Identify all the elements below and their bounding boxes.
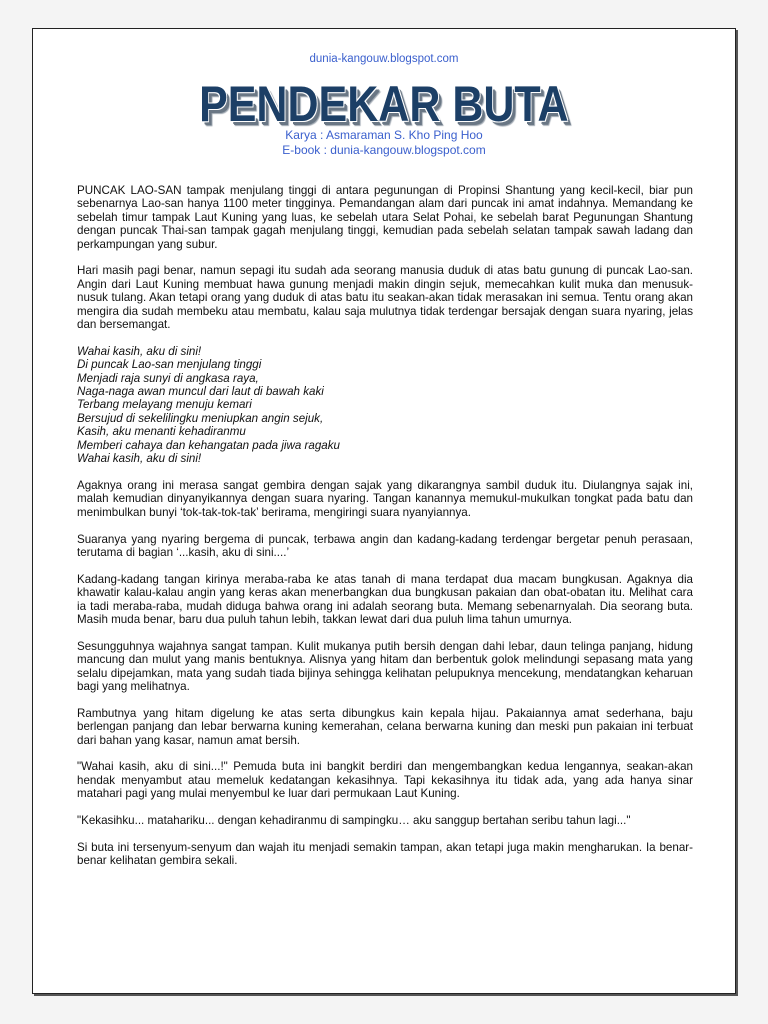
paragraph: Hari masih pagi benar, namun sepagi itu sudah ada seorang manusia duduk di atas batu gunung di puncak Lao-san. Angin dari Laut Kuning membuat hawa gunung menjadi makin dingin sejuk, memecahkan kulit muka dan menusuk-nusuk tulang. Akan tetapi orang yang duduk di atas batu itu seakan-akan tidak merasakan ini semua. Tentu orang akan mengira dia sudah membeku atau membatu, kalau saja mulutnya tidak terdengar bersajak dengan suara nyaring, jelas dan bersemangat. bbox=[77, 264, 693, 332]
document-page bbox=[32, 28, 736, 994]
paragraph: Rambutnya yang hitam digelung ke atas serta dibungkus kain kepala hijau. Pakaiannya amat sederhana, baju berlengan panjang dan lebar berwarna kuning kemerahan, celana berwarna kuning dan meski pun pakaian ini terbuat dari bahan yang kasar, namun amat bersih. bbox=[77, 706, 693, 747]
author-line: Karya : Asmaraman S. Kho Ping Hoo bbox=[285, 128, 483, 142]
poem-line: Wahai kasih, aku di sini! bbox=[77, 452, 202, 466]
book-title: PENDEKAR BUTA bbox=[199, 76, 569, 132]
poem-line: Naga-naga awan muncul dari laut di bawah kaki bbox=[77, 385, 324, 399]
paragraph: Suaranya yang nyaring bergema di puncak, terbawa angin dan kadang-kadang terdengar bergetar penuh perasaan, terutama di bagian ‘...kasih, aku di sini....’ bbox=[77, 532, 693, 559]
poem-block bbox=[77, 345, 693, 466]
paragraph: Kadang-kadang tangan kirinya meraba-raba ke atas tanah di mana terdapat dua macam bungkusan. Agaknya dia khawatir kalau-kalau angin yang keras akan menerbangkan dua bungkusan pakaian dan obat-obatan itu. Melihat cara ia tadi meraba-raba, mudah diduga bahwa orang ini adalah seorang buta. Memang sebenarnyalah. Dia seorang buta. Masih muda benar, baru dua puluh tahun lebih, takkan lewat dari dua puluh lima tahun umurnya. bbox=[77, 572, 693, 626]
paragraph: "Kekasihku... matahariku... dengan kehadiranmu di sampingku… aku sanggup bertahan seribu tahun lagi..." bbox=[77, 813, 631, 827]
poem-line: Di puncak Lao-san menjulang tinggi bbox=[77, 358, 262, 372]
poem-line: Terbang melayang menuju kemari bbox=[77, 398, 252, 412]
poem-line: Memberi cahaya dan kehangatan pada jiwa ragaku bbox=[77, 438, 340, 452]
poem-line: Wahai kasih, aku di sini! bbox=[77, 344, 202, 358]
poem-line: Menjadi raja sunyi di angkasa raya, bbox=[77, 371, 259, 385]
story-body bbox=[77, 184, 693, 881]
title-block bbox=[33, 76, 735, 132]
site-url-header: dunia-kangouw.blogspot.com bbox=[309, 53, 459, 65]
paragraph: "Wahai kasih, aku di sini...!" Pemuda buta ini bangkit berdiri dan mengembangkan kedua lengannya, seakan-akan hendak menyambut atau memeluk kedatangan kekasihnya. Tapi kekasihnya itu tidak ada, yang ada hanya sinar matahari pagi yang mulai menyembul ke luar dari permukaan Laut Kuning. bbox=[77, 760, 693, 801]
paragraph: Si buta ini tersenyum-senyum dan wajah itu menjadi semakin tampan, akan tetapi juga makin mengharukan. Ia benar-benar kelihatan gembira sekali. bbox=[77, 840, 693, 868]
paragraph: Agaknya orang ini merasa sangat gembira dengan sajak yang dikarangnya sambil duduk itu. Diulangnya sajak ini, malah kemudian dinyanyikannya dengan suara nyaring. Tangan kanannya memukul-mukulkan tongkat pada batu dan menimbulkan bunyi ‘tok-tak-tok-tak’ berirama, mengiringi suara nyanyiannya. bbox=[77, 478, 693, 519]
poem-line: Bersujud di sekelilingku meniupkan angin sejuk, bbox=[77, 411, 324, 425]
paragraph: PUNCAK LAO-SAN tampak menjulang tinggi di antara pegunungan di Propinsi Shantung yang kecil-kecil, biar pun sebenarnya Lao-san hanya 1100 meter tingginya. Pemandangan alam dari puncak ini amat indahnya. Memandang ke sebelah timur tampak Laut Kuning yang luas, ke sebelah utara Selat Pohai, ke sebelah barat Pegunungan Shantung dengan puncak Thai-san tampak gagah menjulang tinggi, kemudian pada sebelah selatan tampak sawah ladang dan perkampungan yang subur. bbox=[77, 184, 693, 251]
poem-line: Kasih, aku menanti kehadiranmu bbox=[77, 425, 246, 439]
ebook-source-line: E-book : dunia-kangouw.blogspot.com bbox=[282, 143, 486, 157]
paragraph: Sesungguhnya wajahnya sangat tampan. Kulit mukanya putih bersih dengan dahi lebar, daun telinga panjang, hidung mancung dan mulut yang manis bentuknya. Alisnya yang hitam dan berbentuk golok melindungi sepasang mata yang selalu dipejamkan, mata yang sudah tiada bijinya sehingga kelihatan pelupuknya mencekung, mendatangkan keharuan bagi yang melihatnya. bbox=[77, 639, 693, 693]
